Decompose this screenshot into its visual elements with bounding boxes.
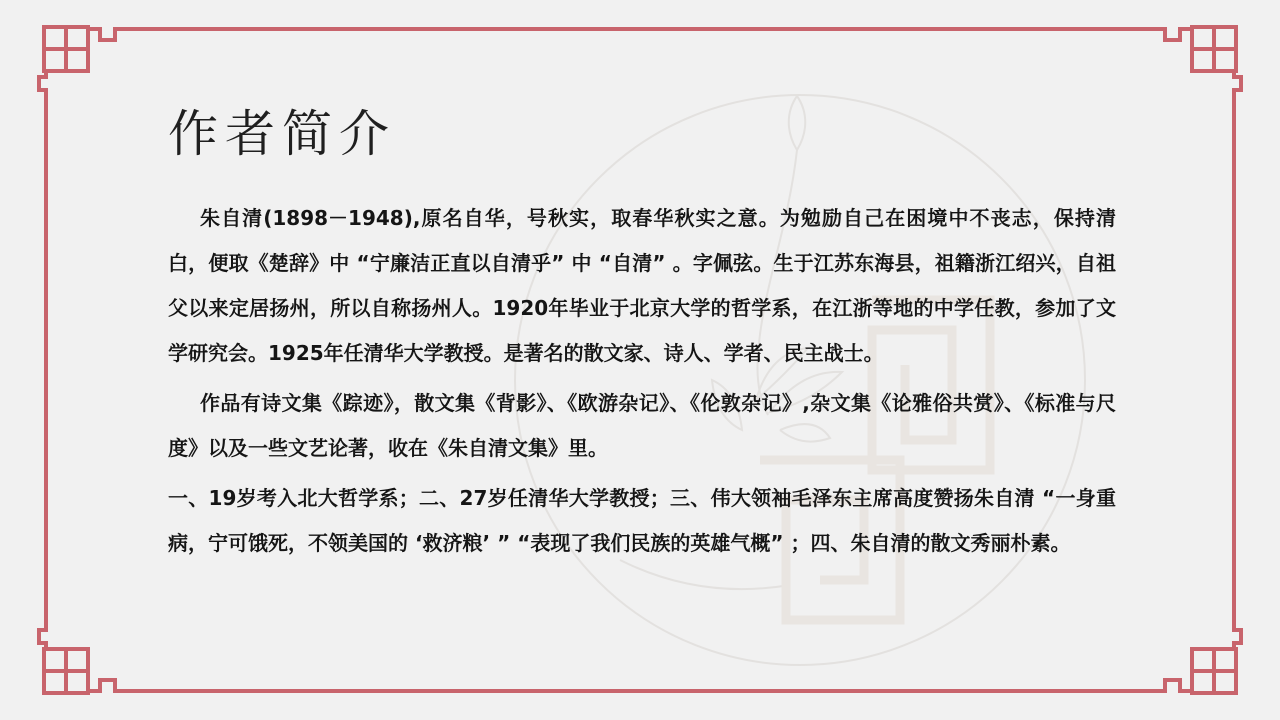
border-line-left: [44, 129, 48, 591]
corner-ornament-bottom-right-icon: [1114, 589, 1244, 701]
slide-title: 作者简介: [168, 105, 396, 163]
paragraph-works: 作品有诗文集《踪迹》，散文集《背影》、《欧游杂记》、《伦敦杂记》,杂文集《论雅俗共赏》、《标准与尺度》以及一些文艺论著，收在《朱自清文集》里。: [168, 391, 1116, 460]
lotus-bud: [789, 96, 806, 150]
slide-body: [168, 196, 1116, 571]
corner-ornament-top-right-icon: [1114, 19, 1244, 131]
corner-ornament-top-left-icon: [36, 19, 166, 131]
border-line-right: [1232, 129, 1236, 591]
paragraph-highlights: 一、19岁考入北大哲学系；二、27岁任清华大学教授；三、伟大领袖毛泽东主席高度赞扬朱自清 “一身重病，宁可饿死，不领美国的 ‘救济粮’ ” “表现了我们民族的英雄气概” ；四、朱自清的散文秀丽朴素。: [168, 486, 1116, 555]
border-line-bottom: [164, 689, 1116, 693]
corner-ornament-bottom-left-icon: [36, 589, 166, 701]
paragraph-author-bio: 朱自清(1898－1948),原名自华，号秋实，取春华秋实之意。为勉励自己在困境中不丧志，保持清白，便取《楚辞》中 “宁廉洁正直以自清乎” 中 “自清” 。字佩弦。生于江苏东海县，祖籍浙江绍兴，自祖父以来定居扬州，所以自称扬州人。1920年毕业于北京大学的哲学系，在江浙等地的中学任教，参加了文学研究会。1925年任清华大学教授。是著名的散文家、诗人、学者、民主战士。: [168, 206, 1116, 365]
border-line-top: [164, 27, 1116, 31]
